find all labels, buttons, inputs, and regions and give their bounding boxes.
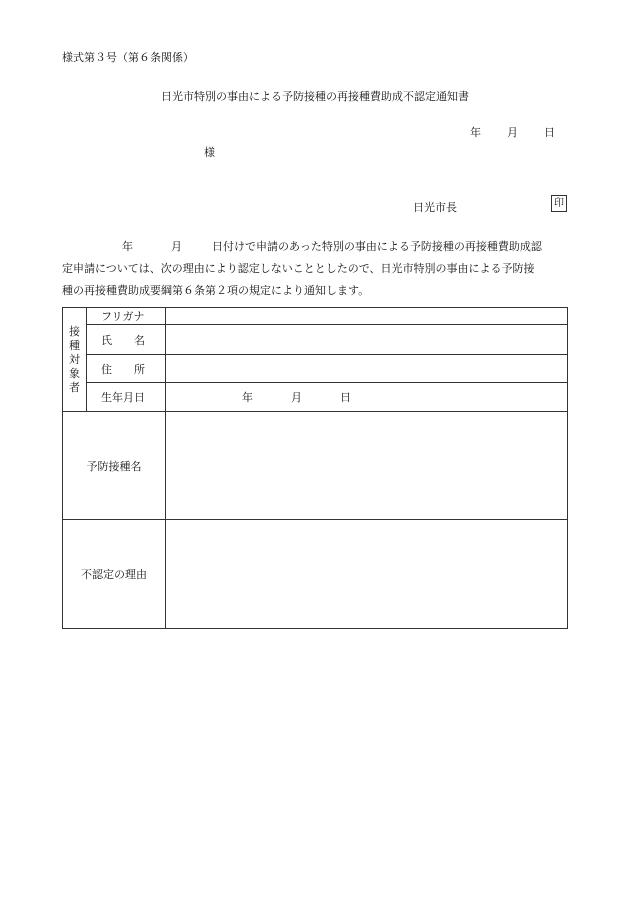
date-month-label: 月 xyxy=(507,126,518,139)
dob-day-label: 日 xyxy=(340,391,351,404)
rejection-reason-label: 不認定の理由 xyxy=(63,520,166,629)
vaccination-name-field[interactable] xyxy=(166,412,568,520)
seal-mark: 印 xyxy=(551,195,567,212)
recipient-table xyxy=(62,307,568,629)
furigana-field[interactable] xyxy=(166,308,568,325)
issuer-name: 日光市長 xyxy=(413,201,457,214)
furigana-label: フリガナ xyxy=(87,308,166,325)
form-number: 様式第３号（第６条関係） xyxy=(62,51,194,64)
dob-label: 生年月日 xyxy=(87,383,166,412)
address-field[interactable] xyxy=(166,355,568,383)
name-field[interactable] xyxy=(166,325,568,355)
address-label: 住 所 xyxy=(87,355,166,383)
body-year-label: 年 xyxy=(122,240,133,253)
body-month-label: 月 xyxy=(171,240,182,253)
section-label-vaccinee: 接 種 対 象 者 xyxy=(63,308,87,412)
body-line-2: 定申請については、次の理由により認定しないこととしたので、日光市特別の事由による予防接 xyxy=(62,262,535,275)
dob-field[interactable] xyxy=(166,383,568,412)
body-line-3: 種の再接種費助成要綱第６条第２項の規定により通知します。 xyxy=(62,284,370,297)
addressee-suffix: 様 xyxy=(204,146,215,159)
vaccination-name-label: 予防接種名 xyxy=(63,412,166,520)
rejection-reason-field[interactable] xyxy=(166,520,568,629)
date-day-label: 日 xyxy=(544,126,555,139)
dob-month-label: 月 xyxy=(291,391,302,404)
body-line-1-text: 日付けで申請のあった特別の事由による予防接種の再接種費助成認 xyxy=(212,240,542,253)
issue-date xyxy=(470,124,555,140)
notice-body xyxy=(62,236,568,302)
document-title: 日光市特別の事由による予防接種の再接種費助成不認定通知書 xyxy=(161,90,469,103)
date-year-label: 年 xyxy=(470,126,481,139)
dob-year-label: 年 xyxy=(242,391,253,404)
body-line-1 xyxy=(62,236,568,258)
name-label: 氏 名 xyxy=(87,325,166,355)
